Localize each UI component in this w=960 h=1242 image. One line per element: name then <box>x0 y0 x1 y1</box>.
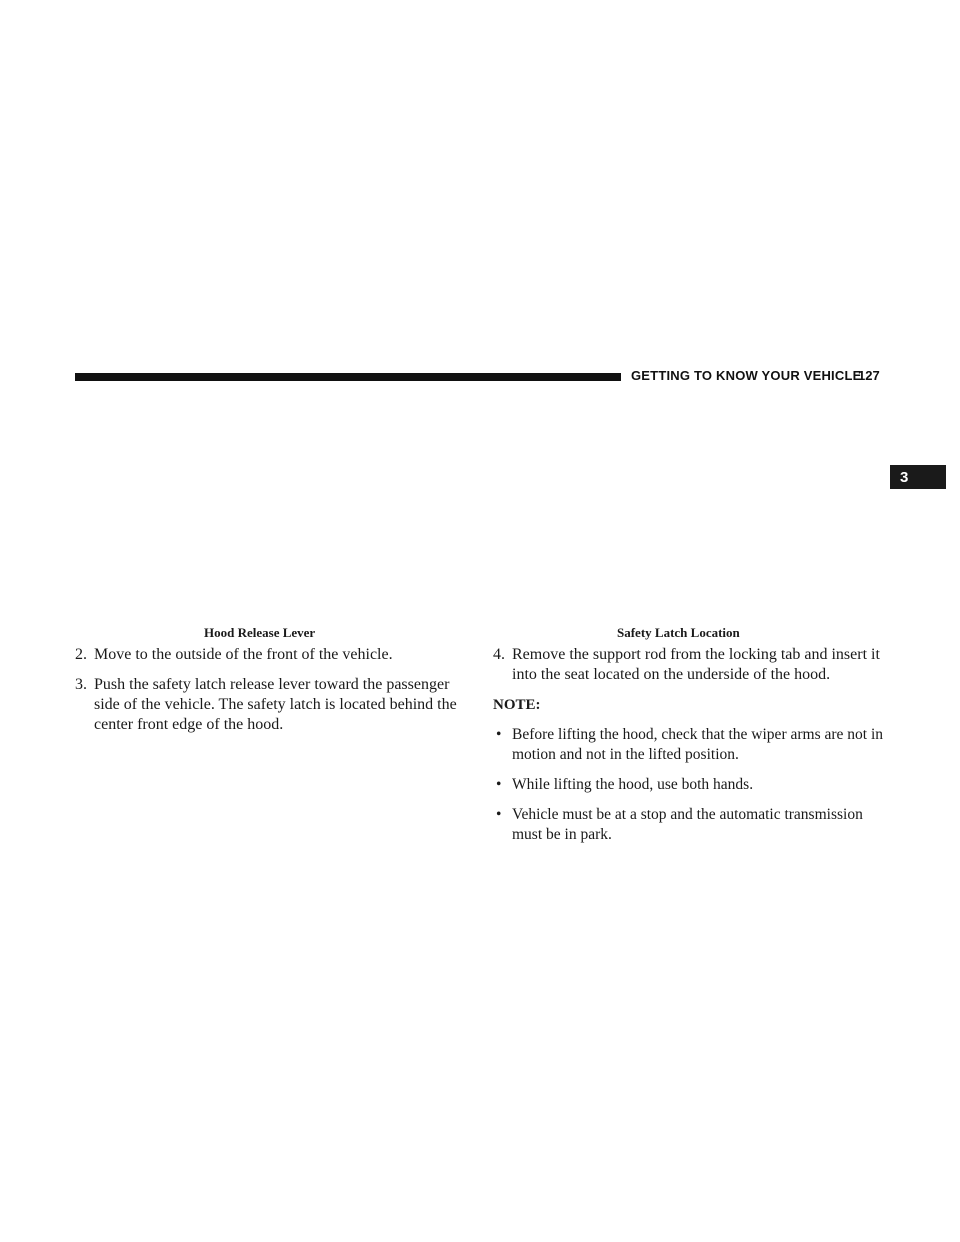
bullet-text: While lifting the hood, use both hands. <box>512 776 754 793</box>
chapter-number: 3 <box>900 468 909 486</box>
bullet-text: Vehicle must be at a stop and the automatic transmission must be in park. <box>512 806 863 843</box>
step-number: 4. <box>493 646 505 663</box>
step-number: 3. <box>75 676 87 693</box>
section-title: GETTING TO KNOW YOUR VEHICLE <box>631 368 862 383</box>
step-text: Remove the support rod from the locking tab and insert it into the seat located on the underside of the hood. <box>512 646 880 683</box>
header-rule <box>75 373 621 381</box>
note-bullet <box>493 775 885 795</box>
left-column <box>75 645 465 745</box>
bullet-dot: • <box>496 776 502 793</box>
page-number: 127 <box>858 368 880 383</box>
right-column <box>493 645 885 855</box>
note-bullet <box>493 725 885 765</box>
bullet-dot: • <box>496 726 502 743</box>
step-text: Move to the outside of the front of the vehicle. <box>94 646 393 663</box>
step-item <box>493 645 885 685</box>
chapter-tab <box>890 465 946 489</box>
step-number: 2. <box>75 646 87 663</box>
figure-caption-safety-latch: Safety Latch Location <box>617 625 740 640</box>
bullet-text: Before lifting the hood, check that the wiper arms are not in motion and not in the lifted position. <box>512 726 884 763</box>
note-bullet <box>493 805 885 845</box>
step-item <box>75 645 465 665</box>
step-item <box>75 675 465 735</box>
step-text: Push the safety latch release lever toward the passenger side of the vehicle. The safety latch is located behind the center front edge of the hood. <box>94 676 457 733</box>
bullet-dot: • <box>496 806 502 823</box>
note-label: NOTE: <box>493 697 541 713</box>
figure-caption-hood-release: Hood Release Lever <box>204 625 316 640</box>
